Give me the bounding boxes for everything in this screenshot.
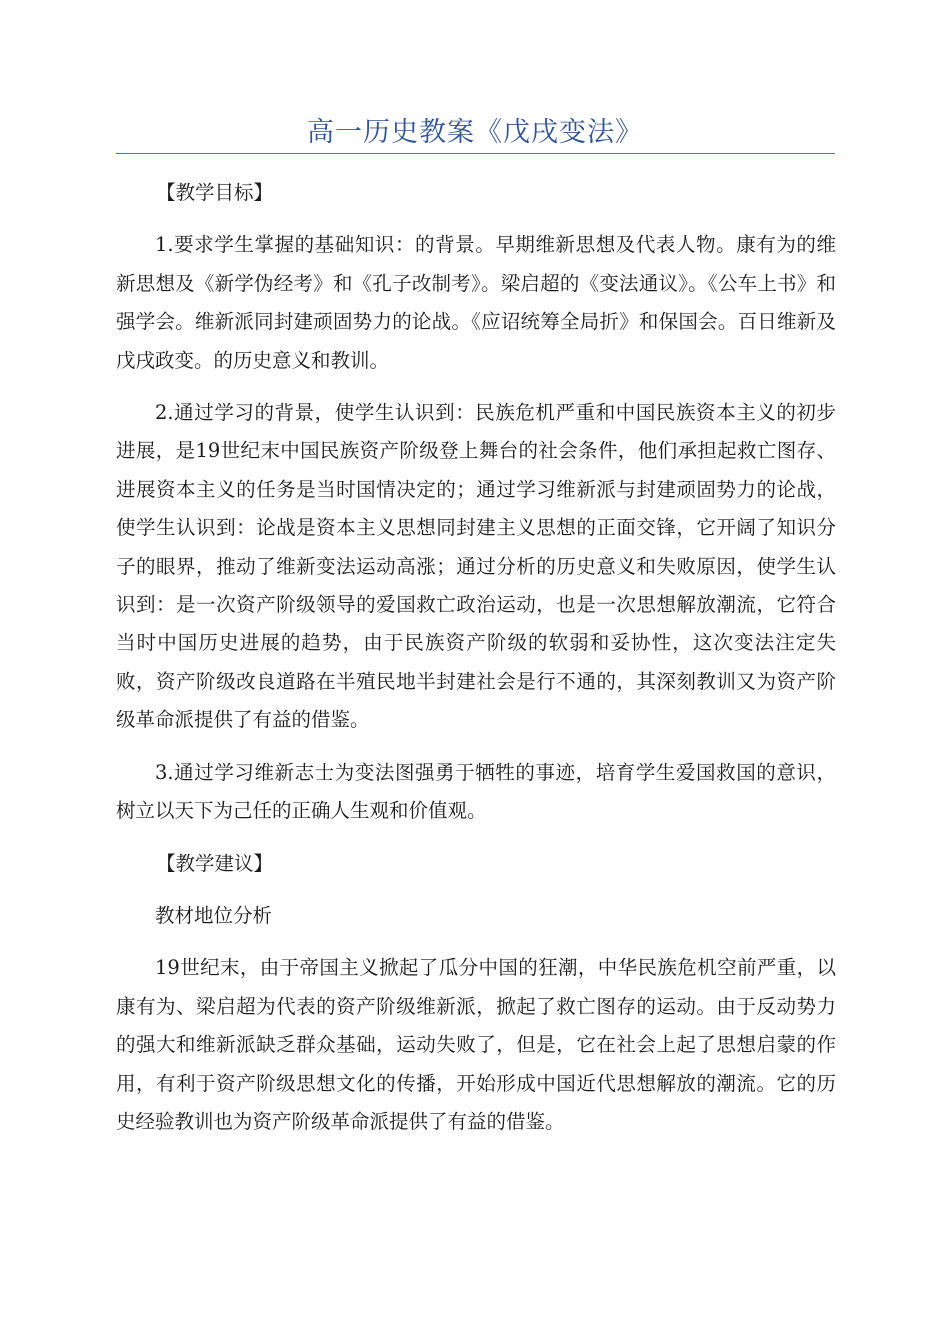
section-heading-teaching-suggestions: 【教学建议】 (156, 851, 274, 875)
goal-paragraph-1: 1.要求学生掌握的基础知识：的背景。早期维新思想及代表人物。康有为的维新思想及《新学伪经考》和《孔子改制考》。梁启超的《变法通议》。《公车上书》和强学会。维新派同封建顽固势力的论战。《应诏统筹全局折》和保国会。百日维新及戊戌政变。的历史意义和教训。 (116, 233, 836, 372)
goal-paragraph-2: 2.通过学习的背景，使学生认识到：民族危机严重和中国民族资本主义的初步进展，是19世纪末中国民族资产阶级登上舞台的社会条件，他们承担起救亡图存、进展资本主义的任务是当时国情决定的；通过学习维新派与封建顽固势力的论战，使学生认识到：论战是资本主义思想同封建主义思想的正面交锋，它开阔了知识分子的眼界，推动了维新变法运动高涨；通过分析的历史意义和失败原因，使学生认识到：是一次资产阶级领导的爱国救亡政治运动，也是一次思想解放潮流，它符合当时中国历史进展的趋势，由于民族资产阶级的软弱和妥协性，这次变法注定失败，资产阶级改良道路在半殖民地半封建社会是行不通的，其深刻教训又为资产阶级革命派提供了有益的借鉴。 (116, 401, 836, 732)
document-body (116, 174, 836, 1155)
goal-paragraph-3: 3.通过学习维新志士为变法图强勇于牺牲的事迹，培育学生爱国救国的意识，树立以天下为己任的正确人生观和价值观。 (116, 760, 836, 823)
subheading-textbook-position: 教材地位分析 (155, 903, 273, 927)
title-underline (116, 153, 835, 154)
document-title: 高一历史教案《戊戌变法》 (307, 117, 643, 148)
analysis-paragraph: 19世纪末，由于帝国主义掀起了瓜分中国的狂潮，中华民族危机空前严重，以康有为、梁启超为代表的资产阶级维新派，掀起了救亡图存的运动。由于反动势力的强大和维新派缺乏群众基础，运动失败了，但是，它在社会上起了思想启蒙的作用，有利于资产阶级思想文化的传播，开始形成中国近代思想解放的潮流。它的历史经验教训也为资产阶级革命派提供了有益的借鉴。 (116, 956, 836, 1133)
section-heading-teaching-goals: 【教学目标】 (156, 181, 274, 204)
